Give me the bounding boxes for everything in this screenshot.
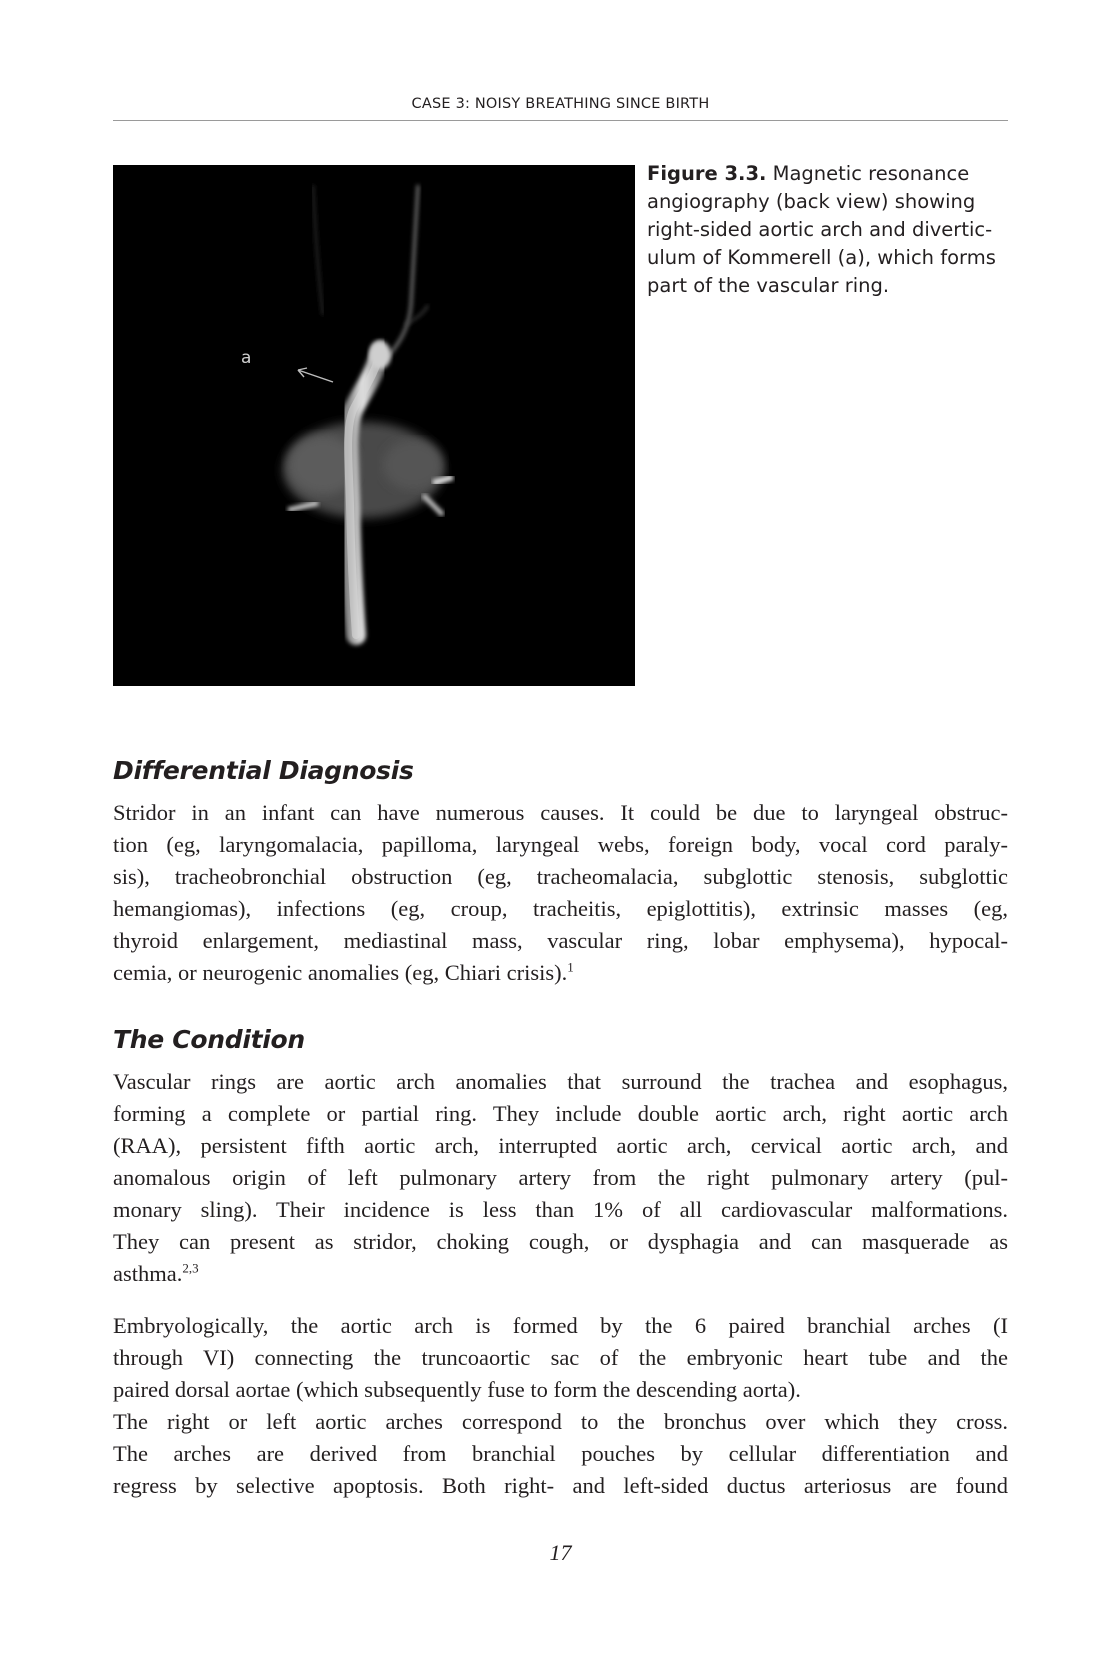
text-line: Stridor in an infant can have numerous causes. It could be due to laryngeal obstruc-	[113, 800, 1008, 825]
caption-line: Magnetic resonance	[772, 162, 970, 185]
mra-figure-image	[113, 165, 635, 686]
text-line: forming a complete or partial ring. They include double aortic arch, right aortic arch	[113, 1101, 1008, 1126]
text-line: hemangiomas), infections (eg, croup, tracheitis, epiglottitis), extrinsic masses (eg,	[113, 896, 1008, 921]
mra-scan-graphic	[113, 165, 635, 686]
text-line: regress by selective apoptosis. Both right- and left-sided ductus arteriosus are found	[113, 1473, 1008, 1498]
text-line: tion (eg, laryngomalacia, papilloma, laryngeal webs, foreign body, vocal cord paraly-	[113, 832, 1008, 857]
text-line: paired dorsal aortae (which subsequently fuse to form the descending aorta).	[113, 1377, 801, 1402]
text-line: Vascular rings are aortic arch anomalies that surround the trachea and esophagus,	[113, 1069, 1008, 1094]
text-line-last	[113, 957, 1008, 989]
caption-line: part of the vascular ring.	[647, 274, 890, 297]
text-line: Embryologically, the aortic arch is formed by the 6 paired branchial arches (I	[113, 1313, 1008, 1338]
text-line: The right or left aortic arches correspond to the bronchus over which they cross.	[113, 1409, 1008, 1434]
section-heading-differential-diagnosis: Differential Diagnosis	[113, 756, 414, 785]
header-rule	[113, 120, 1008, 121]
text-line: through VI) connecting the truncoaortic sac of the embryonic heart tube and the	[113, 1345, 1008, 1370]
text-line: cemia, or neurogenic anomalies (eg, Chiari crisis).	[113, 960, 568, 985]
text-line: They can present as stridor, choking cough, or dysphagia and can masquerade as	[113, 1229, 1008, 1254]
section-heading-the-condition: The Condition	[113, 1025, 305, 1054]
text-line: sis), tracheobronchial obstruction (eg, tracheomalacia, subglottic stenosis, subglottic	[113, 864, 1008, 889]
paragraph-vascular-rings	[113, 1066, 1008, 1290]
text-line: (RAA), persistent fifth aortic arch, interrupted aortic arch, cervical aortic arch, and	[113, 1133, 1008, 1158]
running-head: CASE 3: NOISY BREATHING SINCE BIRTH	[411, 96, 710, 112]
caption-line: right-sided aortic arch and divertic-	[647, 218, 993, 241]
paragraph-embryology	[113, 1310, 1008, 1502]
figure-label: Figure 3.3.	[647, 162, 767, 185]
paragraph-differential-diagnosis	[113, 797, 1008, 989]
caption-line: angiography (back view) showing	[647, 190, 976, 213]
text-line: asthma.	[113, 1261, 183, 1286]
citation: 2,3	[182, 1260, 199, 1276]
text-line: monary sling). Their incidence is less than 1% of all cardiovascular malformations.	[113, 1197, 1008, 1222]
text-line-last	[113, 1258, 1008, 1290]
caption-line: ulum of Kommerell (a), which forms	[647, 246, 996, 269]
figure-annotation-label: a	[241, 348, 252, 368]
citation: 1	[567, 959, 574, 975]
text-line: The arches are derived from branchial pouches by cellular differentiation and	[113, 1441, 1008, 1466]
text-line: thyroid enlargement, mediastinal mass, vascular ring, lobar emphysema), hypocal-	[113, 928, 1008, 953]
text-line: anomalous origin of left pulmonary artery from the right pulmonary artery (pul-	[113, 1165, 1008, 1190]
figure-caption	[647, 160, 1007, 300]
page-number: 17	[549, 1540, 572, 1565]
